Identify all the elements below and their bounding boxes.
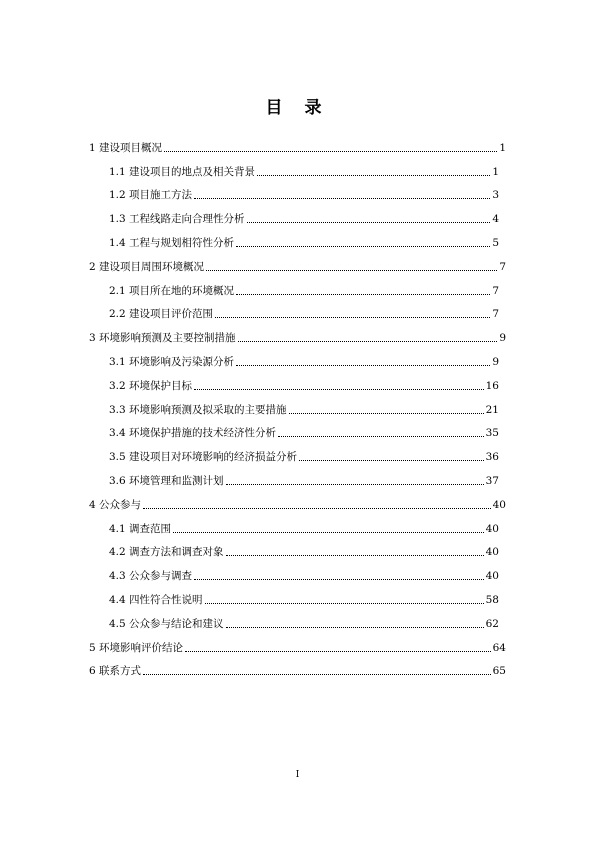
toc-leader-dots: [289, 413, 484, 414]
table-of-contents: [89, 131, 506, 678]
toc-entry-text: 2.1 项目所在地的环境概况: [109, 284, 235, 297]
toc-leader-dots: [226, 627, 484, 628]
toc-leader-dots: [278, 436, 484, 437]
toc-leader-dots: [194, 198, 490, 199]
toc-entry[interactable]: [89, 155, 499, 179]
toc-entry[interactable]: [89, 298, 499, 322]
toc-entry-text: 2.2 建设项目评价范围: [109, 308, 214, 321]
toc-entry-text: 1.2 项目施工方法: [109, 189, 193, 202]
toc-entry-text: 1.4 工程与规划相符性分析: [109, 236, 235, 249]
toc-entry[interactable]: [89, 274, 499, 298]
toc-entry-text: 1.3 工程线路走向合理性分析: [109, 213, 245, 226]
toc-entry-text: 2 建设项目周围环境概况: [89, 260, 205, 273]
toc-entry[interactable]: [89, 536, 499, 560]
toc-entry-text: 3.2 环境保护目标: [109, 379, 193, 392]
toc-entry[interactable]: [89, 655, 506, 679]
toc-entry-page: 64: [492, 641, 506, 654]
toc-entry-page: 9: [492, 355, 499, 368]
toc-leader-dots: [236, 294, 490, 295]
toc-entry[interactable]: [89, 512, 499, 536]
toc-leader-dots: [236, 246, 490, 247]
toc-entry-page: 37: [485, 474, 499, 487]
toc-entry[interactable]: [89, 631, 506, 655]
toc-leader-dots: [164, 151, 497, 152]
page-number: I: [295, 770, 300, 780]
toc-entry[interactable]: [89, 488, 506, 512]
toc-entry-text: 4.2 调查方法和调查对象: [109, 546, 224, 559]
toc-entry-text: 4.1 调查范围: [109, 522, 172, 535]
toc-entry-page: 7: [499, 260, 506, 273]
toc-entry-page: 40: [485, 570, 499, 583]
toc-entry-text: 4 公众参与: [89, 498, 142, 511]
toc-leader-dots: [226, 484, 484, 485]
toc-entry-text: 3.5 建设项目对环境影响的经济损益分析: [109, 451, 298, 464]
toc-entry[interactable]: [89, 440, 499, 464]
toc-entry-page: 65: [492, 665, 506, 678]
toc-leader-dots: [226, 555, 484, 556]
toc-entry-text: 4.3 公众参与调查: [109, 570, 193, 583]
toc-entry[interactable]: [89, 131, 506, 155]
toc-leader-dots: [215, 317, 490, 318]
toc-entry-page: 58: [485, 593, 499, 606]
toc-entry-text: 3.4 环境保护措施的技术经济性分析: [109, 427, 277, 440]
toc-entry-page: 9: [499, 332, 506, 345]
toc-leader-dots: [257, 175, 490, 176]
toc-entry[interactable]: [89, 369, 499, 393]
toc-entry-page: 5: [492, 236, 499, 249]
toc-title: 目 录: [265, 98, 330, 118]
toc-entry-text: 3.6 环境管理和监测计划: [109, 474, 224, 487]
toc-entry[interactable]: [89, 464, 499, 488]
toc-entry-page: 1: [499, 141, 506, 154]
toc-leader-dots: [143, 674, 491, 675]
toc-leader-dots: [247, 222, 491, 223]
toc-entry-text: 3 环境影响预测及主要控制措施: [89, 332, 236, 345]
toc-entry[interactable]: [89, 417, 499, 441]
toc-entry[interactable]: [89, 321, 506, 345]
toc-entry-page: 1: [492, 165, 499, 178]
toc-entry-text: 4.4 四性符合性说明: [109, 593, 203, 606]
toc-entry-page: 36: [485, 451, 499, 464]
toc-entry-page: 16: [485, 379, 499, 392]
toc-entry-text: 3.3 环境影响预测及拟采取的主要措施: [109, 403, 287, 416]
toc-entry[interactable]: [89, 583, 499, 607]
toc-entry[interactable]: [89, 179, 499, 203]
toc-leader-dots: [173, 532, 484, 533]
toc-entry-text: 3.1 环境影响及污染源分析: [109, 355, 235, 368]
toc-entry[interactable]: [89, 393, 499, 417]
toc-entry-text: 1.1 建设项目的地点及相关背景: [109, 165, 256, 178]
toc-leader-dots: [185, 651, 491, 652]
toc-entry-text: 1 建设项目概况: [89, 141, 163, 154]
toc-entry[interactable]: [89, 226, 499, 250]
toc-entry-page: 40: [492, 498, 506, 511]
toc-entry-page: 40: [485, 522, 499, 535]
toc-entry-page: 21: [485, 403, 499, 416]
toc-entry[interactable]: [89, 607, 499, 631]
toc-entry-page: 4: [492, 213, 499, 226]
toc-entry-page: 3: [492, 189, 499, 202]
toc-leader-dots: [205, 603, 484, 604]
toc-leader-dots: [194, 579, 484, 580]
toc-entry[interactable]: [89, 345, 499, 369]
toc-entry[interactable]: [89, 202, 499, 226]
toc-leader-dots: [143, 508, 491, 509]
toc-entry[interactable]: [89, 250, 506, 274]
toc-entry[interactable]: [89, 559, 499, 583]
toc-leader-dots: [194, 389, 484, 390]
toc-entry-text: 5 环境影响评价结论: [89, 641, 184, 654]
toc-entry-page: 7: [492, 308, 499, 321]
toc-entry-page: 40: [485, 546, 499, 559]
toc-leader-dots: [238, 341, 498, 342]
toc-leader-dots: [299, 460, 484, 461]
toc-entry-text: 4.5 公众参与结论和建议: [109, 617, 224, 630]
toc-entry-page: 62: [485, 617, 499, 630]
toc-leader-dots: [236, 365, 490, 366]
toc-leader-dots: [206, 270, 497, 271]
toc-entry-page: 7: [492, 284, 499, 297]
toc-entry-text: 6 联系方式: [89, 665, 142, 678]
toc-entry-page: 35: [485, 427, 499, 440]
